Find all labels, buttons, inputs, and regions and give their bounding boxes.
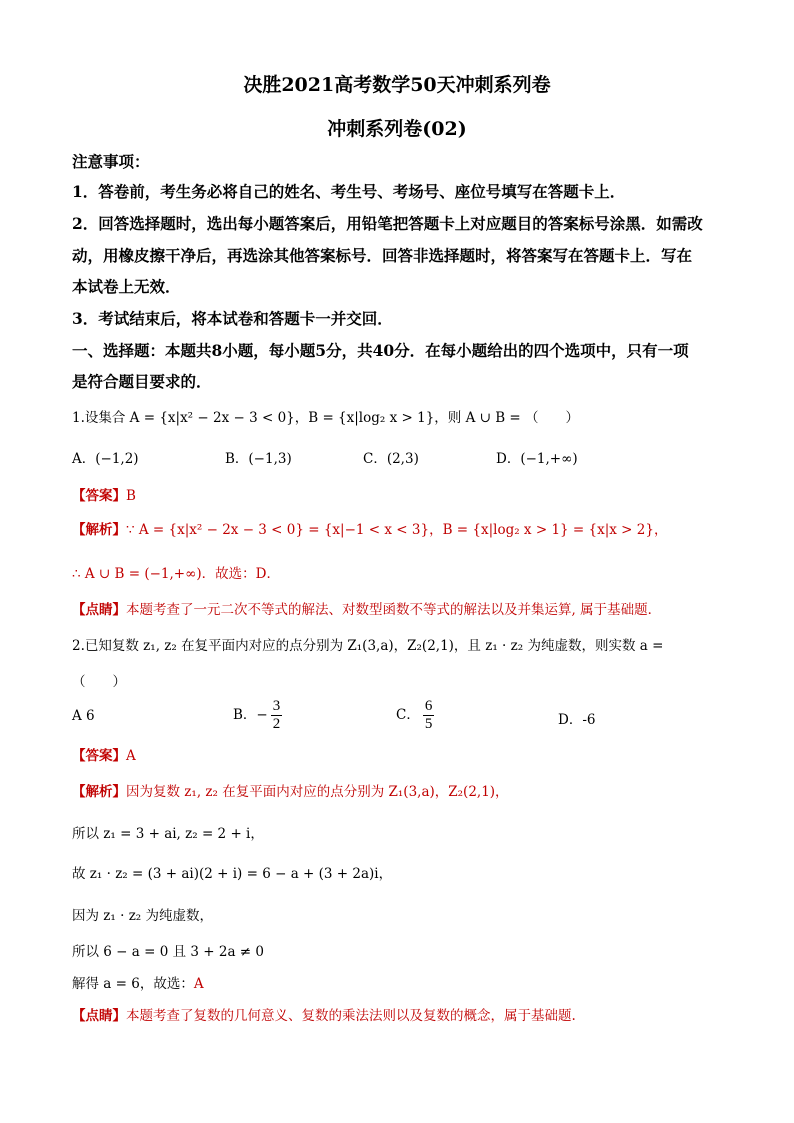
question-2-analysis: [72, 780, 509, 800]
section-heading-line-1: 一、选择题：本题共8小题，每小题5分，共40分．在每小题给出的四个选项中，只有一项: [72, 341, 689, 360]
question-2-answer: [72, 744, 136, 764]
question-2-stem-line-1: 2.已知复数 z₁, z₂ 在复平面内对应的点分别为 Z₁(3,a)，Z₂(2,1)，且 z₁ · z₂ 为纯虚数，则实数 a =: [72, 638, 664, 654]
question-2-step-2: 故 z₁ · z₂ = (3 + ai)(2 + i) = 6 − a + (3 + 2a)i，: [72, 866, 393, 882]
analysis-tag: 【解析】: [72, 522, 126, 538]
comment-tag: 【点睛】: [72, 602, 126, 618]
question-1-option-b: B．(−1,3): [225, 451, 292, 467]
notice-item-2-line-1: 2．回答选择题时，选出每小题答案后，用铅笔把答题卡上对应题目的答案标号涂黑．如需改: [72, 214, 703, 233]
question-1-option-d: D．(−1,+∞): [496, 451, 578, 467]
question-2-stem-line-2: （ ）: [72, 674, 126, 690]
notice-item-1: 1．答卷前，考生务必将自己的姓名、考生号、考场号、座位号填写在答题卡上．: [72, 182, 626, 201]
analysis-text: ∵ A = {x|x² − 2x − 3 < 0} = {x|−1 < x < 3}，B = {x|log₂ x > 1} = {x|x > 2}，: [126, 522, 668, 538]
question-1-option-c: C．(2,3): [363, 451, 419, 467]
answer-tag: 【答案】: [72, 488, 126, 504]
question-1-stem: 1.设集合 A = {x|x² − 2x − 3 < 0}，B = {x|log₂ x > 1}，则 A ∪ B = （ ）: [72, 410, 580, 426]
notice-item-2-line-3: 本试卷上无效．: [72, 277, 181, 296]
comment-text: 本题考查了一元二次不等式的解法、对数型函数不等式的解法以及并集运算, 属于基础题．: [126, 602, 662, 618]
notice-item-2-line-2: 动，用橡皮擦干净后，再选涂其他答案标号．回答非选择题时，将答案写在答题卡上．写在: [72, 246, 693, 265]
comment-text: 本题考查了复数的几何意义、复数的乘法法则以及复数的概念，属于基础题.: [126, 1008, 576, 1024]
option-c-prefix: C．: [396, 707, 420, 723]
option-b-numerator: 3: [272, 698, 281, 714]
analysis-tag: 【解析】: [72, 784, 126, 800]
question-2-option-a: A 6: [72, 708, 95, 724]
option-b-fraction: [271, 698, 283, 733]
option-b-prefix: B．−: [233, 707, 268, 723]
section-heading-line-2: 是符合题目要求的．: [72, 372, 212, 391]
question-2-option-c: [396, 698, 434, 733]
question-1-analysis-line-2: ∴ A ∪ B = (−1,+∞)．故选：D．: [72, 566, 280, 582]
question-2-comment: [72, 1004, 576, 1024]
question-1-answer: [72, 484, 136, 504]
question-1-analysis-line-1: [72, 518, 667, 538]
answer-value: A: [126, 748, 136, 764]
exam-subtitle: 冲刺系列卷(02): [327, 118, 467, 140]
question-2-step-5: [72, 972, 204, 992]
notice-item-3: 3．考试结束后，将本试卷和答题卡一并交回．: [72, 309, 393, 328]
step-5-answer: A: [193, 976, 204, 992]
option-b-denominator: 2: [272, 716, 281, 732]
question-2-step-4: 所以 6 − a = 0 且 3 + 2a ≠ 0: [72, 944, 264, 960]
analysis-text: 因为复数 z₁, z₂ 在复平面内对应的点分别为 Z₁(3,a)，Z₂(2,1)，: [126, 784, 509, 800]
question-2-step-3: 因为 z₁ · z₂ 为纯虚数，: [72, 908, 214, 924]
step-5-text: 解得 a = 6，故选：: [72, 976, 194, 992]
comment-tag: 【点睛】: [72, 1008, 126, 1024]
question-2-step-1: 所以 z₁ = 3 + ai, z₂ = 2 + i，: [72, 826, 264, 842]
option-c-denominator: 5: [424, 716, 433, 732]
question-2-option-b: [233, 698, 282, 733]
answer-tag: 【答案】: [72, 748, 126, 764]
answer-value: B: [126, 488, 136, 504]
question-1-option-a: A．(−1,2): [72, 451, 139, 467]
question-2-option-d: D．-6: [558, 712, 596, 728]
question-1-comment: [72, 598, 661, 618]
notice-heading: 注意事项：: [72, 152, 150, 171]
option-c-numerator: 6: [424, 698, 433, 714]
option-c-fraction: [423, 698, 435, 733]
exam-title: 决胜2021高考数学50天冲刺系列卷: [243, 74, 551, 96]
